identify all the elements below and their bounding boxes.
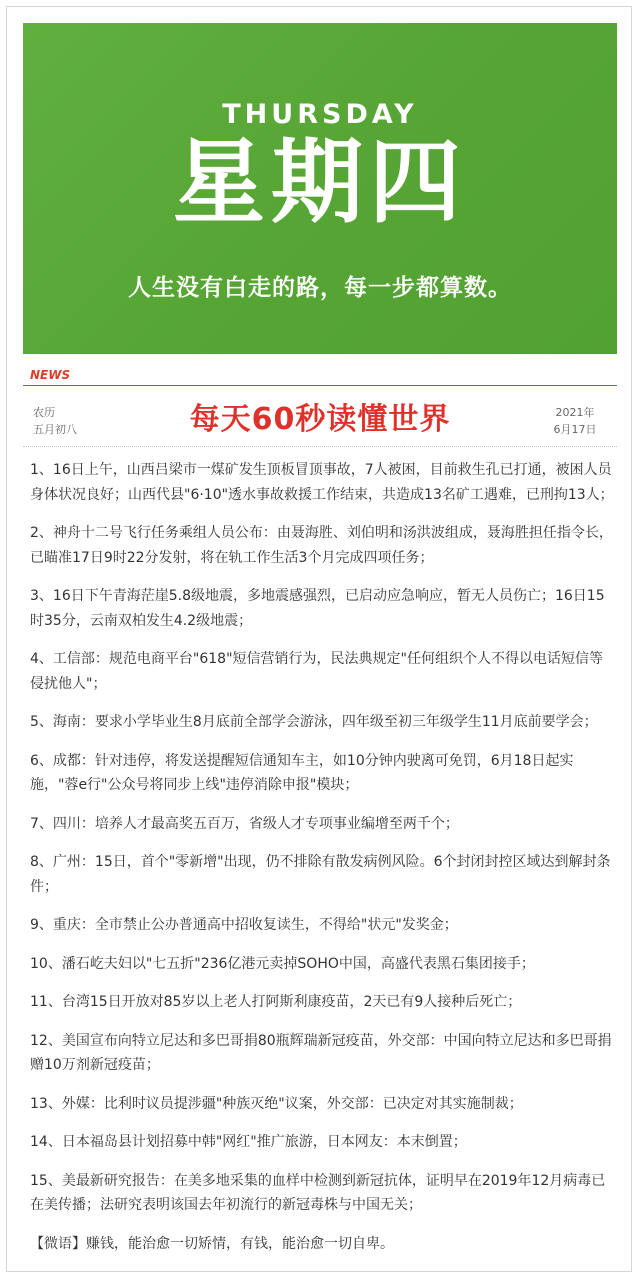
- lunar-label: 农历: [33, 406, 55, 419]
- news-item: 14、日本福岛县计划招募中韩"网红"推广旅游，日本网友：本末倒置；: [30, 1134, 467, 1150]
- news-item: 12、美国宣布向特立尼达和多巴哥捐80瓶辉瑞新冠疫苗，外交部：中国向特立尼达和多巴哥捐赠10万剂新冠疫苗；: [30, 1032, 612, 1073]
- news-item: 8、广州：15日，首个"零新增"出现，仍不排除有散发病例风险。6个封闭封控区域达到解封条件；: [30, 854, 611, 895]
- dotted-divider: [23, 446, 617, 447]
- banner-motto: 人生没有白走的路，每一步都算数。: [128, 275, 512, 301]
- news-item: 5、海南：要求小学毕业生8月底前全部学会游泳，四年级至初三年级学生11月底前要学会；: [30, 714, 598, 730]
- news-list: [30, 458, 615, 1270]
- news-item: 15、美最新研究报告：在美多地采集的血样中检测到新冠抗体，证明早在2019年12月病毒已在美传播；法研究表明该国去年初流行的新冠毒株与中国无关；: [30, 1172, 606, 1213]
- red-divider: [23, 385, 617, 386]
- day-banner: [23, 23, 617, 354]
- date-month-day: 6月17日: [553, 423, 597, 436]
- news-item: 2、神舟十二号飞行任务乘组人员公布：由聂海胜、刘伯明和汤洪波组成，聂海胜担任指令长，已瞄准17日9时22分发射，将在轨工作生活3个月完成四项任务；: [30, 525, 613, 566]
- weekday-chinese: 星期四: [172, 129, 467, 236]
- news-item: 4、工信部：规范电商平台"618"短信营销行为，民法典规定"任何组织个人不得以电话短信等侵扰他人"；: [30, 651, 603, 692]
- weekday-english: THURSDAY: [222, 99, 418, 130]
- news-tag: NEWS: [30, 368, 71, 382]
- gregorian-date-block: [540, 404, 610, 438]
- news-item: 9、重庆：全市禁止公办普通高中招收复读生，不得给"状元"发奖金；: [30, 917, 458, 933]
- news-item: 10、潘石屹夫妇以"七五折"236亿港元卖掉SOHO中国，高盛代表黑石集团接手；: [30, 955, 535, 972]
- news-item: 13、外媒：比利时议员提涉疆"种族灭绝"议案，外交部：已决定对其实施制裁；: [30, 1095, 523, 1112]
- news-item: 7、四川：培养人才最高奖五百万，省级人才专项事业编增至两千个；: [30, 815, 459, 832]
- news-item: 6、成都：针对违停，将发送提醒短信通知车主，如10分钟内驶离可免罚，6月18日起实施，"蓉e行"公众号将同步上线"违停消除申报"模块；: [30, 752, 574, 793]
- date-year: 2021年: [555, 406, 595, 419]
- news-item: 3、16日下午青海茫崖5.8级地震，多地震感强烈，已启动应急响应，暂无人员伤亡；16日15时35分，云南双柏发生4.2级地震；: [30, 588, 605, 629]
- page-title: 每天60秒读懂世界: [189, 402, 451, 437]
- news-item: 11、台湾15日开放对85岁以上老人打阿斯利康疫苗，2天已有9人接种后死亡；: [30, 994, 522, 1010]
- news-item: 1、16日上午，山西吕梁市一煤矿发生顶板冒顶事故，7人被困，目前救生孔已打通，被困人员身体状况良好；山西代县"6·10"透水事故救援工作结束，共造成13名矿工遇难，已刑拘13人；: [30, 462, 614, 503]
- lunar-date: 五月初八: [33, 423, 77, 436]
- daily-quote: 【微语】赚钱，能治愈一切矫情，有钱，能治愈一切自卑。: [30, 1235, 394, 1252]
